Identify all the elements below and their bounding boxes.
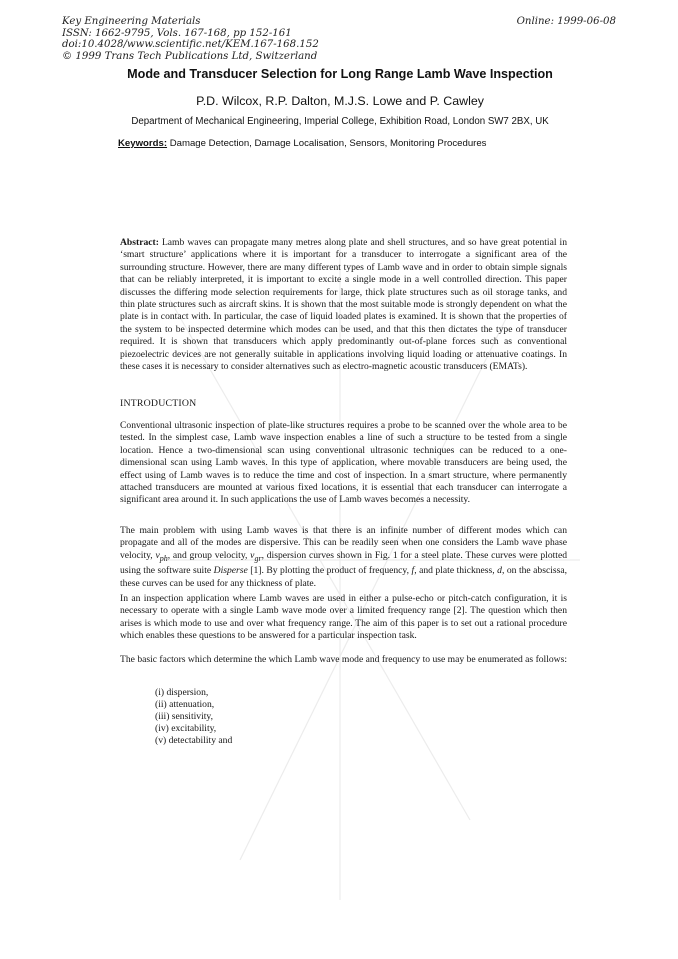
abstract-text: Lamb waves can propagate many metres along plate and shell structures, and so have great potential in ‘smart structure’ applications where it is important for a transducer to interrogate a significant area of the surrounding structure. However, there are many different types of Lamb wave and in order to obtain simple signals that can be reliably interpreted, it is important to excite a single mode in a well controlled direction. This paper discusses the differing mode selection requirements for large, thick plate structures such as oil storage tanks, and thin plate structures such as aircraft skins. It is shown that the most suitable mode is strongly dependent on what the plate is in contact with. In particular, the case of liquid loaded plates is examined. It is shown that the properties of the system to be inspected determine which modes can be used, and that this then dictates the type of transducer required. It is shown that transducers which apply predominantly out-of-plane forces such as conventional piezoelectric devices are not generally suitable in applications involving liquid loading or attenuative coatings. In these cases it is necessary to consider alternatives such as electro-magnetic acoustic transducers (EMATs). (120, 237, 567, 373)
abstract-label: Abstract: (120, 237, 159, 248)
keywords (118, 138, 618, 149)
doi-line: doi:10.4028/www.scientific.net/KEM.167-168.152 (62, 39, 319, 50)
abstract (120, 237, 567, 373)
journal-name: Key Engineering Materials (62, 16, 201, 27)
software-name: Disperse (213, 565, 248, 577)
intro-paragraph-2 (120, 525, 567, 590)
copyright-line: © 1999 Trans Tech Publications Ltd, Switzerland (62, 50, 318, 62)
text-run: [1]. By plotting the product of frequency, (247, 565, 412, 577)
introduction-heading: INTRODUCTION (120, 398, 197, 409)
text-run: , and group velocity, (167, 549, 251, 561)
keywords-label: Keywords: (118, 138, 168, 149)
subscript: ph (159, 553, 168, 563)
keywords-text: Damage Detection, Damage Localisation, Sensors, Monitoring Procedures (169, 138, 487, 149)
text-run: , and plate thickness, (414, 565, 498, 577)
frequency-symbol: f (411, 565, 415, 577)
list-item: (iv) excitability, (155, 722, 217, 734)
intro-paragraph-3: In an inspection application where Lamb waves are used in either a pulse-echo or pitch-catch configuration, it is necessary to operate with a single Lamb wave mode over a limited frequency range [2]. The question which then arises is which mode to use and over what frequency range. The aim of this paper is to set out a rational procedure which enables these questions to be answered for a particular inspection task. (120, 593, 567, 642)
group-velocity-symbol (250, 550, 261, 561)
phase-velocity-symbol (155, 550, 167, 561)
intro-paragraph-4: The basic factors which determine the which Lamb wave mode and frequency to use may be enumerated as follows: (120, 654, 568, 665)
factor-list (155, 687, 232, 747)
journal-header (62, 16, 616, 62)
affiliation: Department of Mechanical Engineering, Imperial College, Exhibition Road, London SW7 2BX, UK (131, 116, 549, 127)
thickness-symbol: d (497, 565, 502, 577)
issn-line: ISSN: 1662-9795, Vols. 167-168, pp 152-161 (62, 27, 292, 39)
list-item: (iii) sensitivity, (155, 710, 214, 722)
subscript: gr (254, 553, 262, 563)
text-run: The main problem with using Lamb waves is that there is an infinite number of different modes which can propagate and all of the modes are dispersive. This can be readily seen when one considers the Lamb wave phase velocity, (120, 525, 567, 561)
text-run: v (250, 549, 255, 561)
list-item: (ii) attenuation, (155, 698, 215, 710)
intro-paragraph-1: Conventional ultrasonic inspection of plate-like structures requires a probe to be scanned over the whole area to be tested. In the simplest case, Lamb wave inspection enables a line of such a structure to be tested from a single location. Hence a two-dimensional scan using conventional ultrasonic techniques can be reduced to a one-dimensional scan using Lamb waves. In this type of application, where movable transducers are being used, the effect using of Lamb waves is to reduce the time and cost of inspection. In a smart structure, where permanently attached transducers are mounted at various fixed locations, it is essential that each transducer can interrogate a significant area around it. In such applications the use of Lamb waves becomes a necessity. (120, 420, 567, 506)
text-run: , on the abscissa, these curves can be used for any thickness of plate. (120, 565, 568, 589)
text-run: v (155, 549, 160, 561)
text-run: , dispersion curves shown in Fig. 1 for a steel plate. These curves were plotted using the software suite (120, 549, 568, 577)
online-date: Online: 1999-06-08 (516, 16, 616, 27)
authors: P.D. Wilcox, R.P. Dalton, M.J.S. Lowe and P. Cawley (196, 94, 484, 108)
list-item: (v) detectability and (155, 734, 233, 746)
paper-title: Mode and Transducer Selection for Long Range Lamb Wave Inspection (127, 67, 553, 81)
list-item: (i) dispersion, (155, 687, 209, 698)
